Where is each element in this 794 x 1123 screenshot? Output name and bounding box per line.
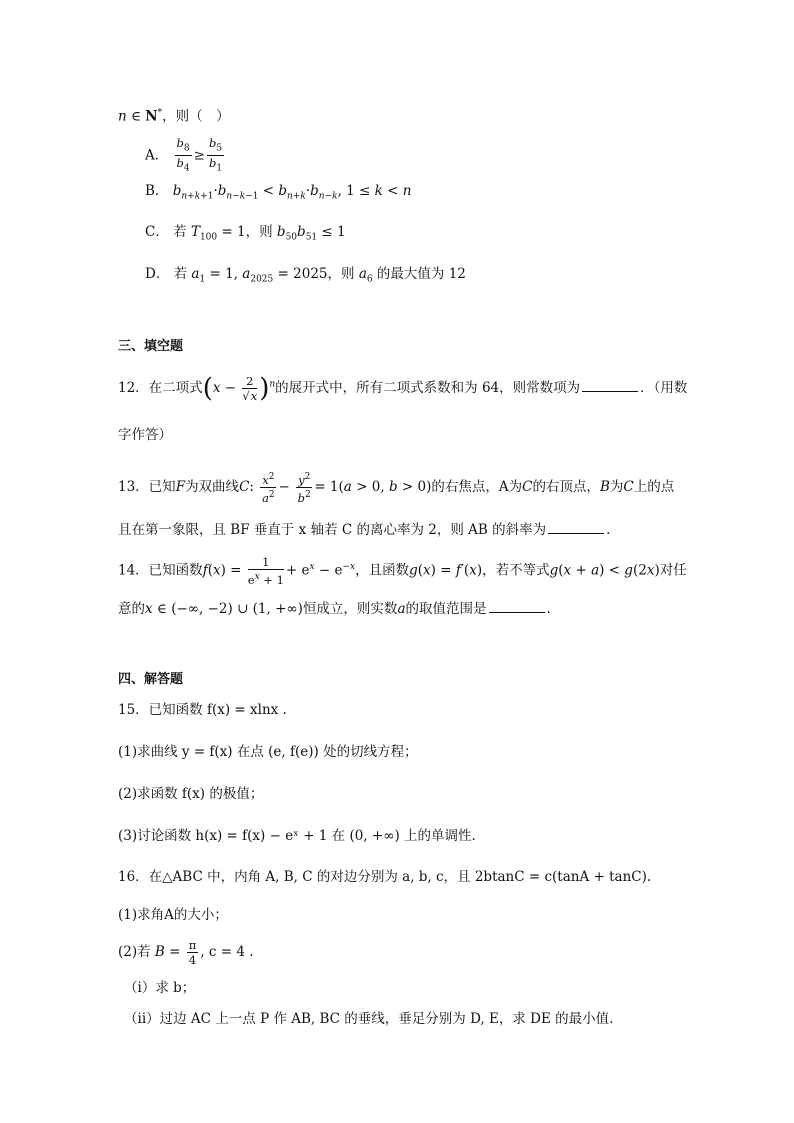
q12-end: ．（用数 [640,380,688,396]
q14-line2-b: 恒成立，则实数 [302,601,398,617]
q13-answer-blank[interactable] [548,521,604,534]
option-b-label: B． [145,183,169,199]
q13-p5: 上的点 [633,478,675,495]
q14-answer-blank[interactable] [489,600,545,613]
q11-option-b: B． $b_{n+k+1}\cdot b_{n-k-1} < b_{n+k}\cdot b_{n-k}$, 1 ≤ k < n [145,183,412,202]
q14-line2-end: . [546,601,551,617]
q13-line2-text: 且在第一象限，且 BF 垂直于 x 轴若 C 的离心率为 2，则 AB 的斜率为 [118,522,547,538]
q15-part3: (3)讨论函数 h(x) = f(x) − eˣ + 1 在 (0, +∞) 上的单调性. [118,828,476,844]
q13-p1: 为双曲线 [185,478,240,495]
section-4-title: 四、解答题 [118,672,184,687]
q11-option-a: A． $\frac{b_8}{b_4}$ ≥ $\frac{b_5}{b_1}$ [145,136,223,174]
q15-part1: (1)求曲线 y = f(x) 在点 (e, f(e)) 处的切线方程； [118,744,418,760]
option-d-label: D． [145,266,170,282]
q13-line2-end: . [606,522,611,538]
q16-part2-a: (2)若 [118,944,151,960]
q16-part2: (2)若 B = $\frac{\pi}{4}$ , c = 4 . [118,938,254,967]
option-a-label: A． [145,147,169,164]
q16-stem: 16．在△ABC 中，内角 A, B, C 的对边分别为 a, b, c，且 2btanC = c(tanA + tanC). [118,869,652,885]
q14-line2: 意的x ∈ (−∞, −2) ∪ (1, +∞)恒成立，则实数a的取值范围是 . [118,601,551,617]
q12-mid: 的展开式中，所有二项式系数和为 64，则常数项为 [275,380,581,396]
q13-p4: 为 [609,478,624,495]
q14-line2-a: 意的 [118,601,145,617]
q13-number: 13．已知 [118,478,176,495]
q13-line1: 13．已知F为双曲线C: $\frac{x^2}{a^2}$ − $\frac{y^2}{b^2}$ = 1(a > 0, b > 0)的右焦点，A为C的右顶点，B为C上的点 [118,472,675,505]
q16-sub1: （i）求 b； [124,980,196,996]
option-c-label: C． [145,224,169,240]
q11-option-c: C． 若 $T_{100} = 1$，则 $b_{50}b_{51} \le 1$ [145,224,346,243]
q14-number: 14．已知函数 [118,562,203,579]
q15-stem: 15．已知函数 f(x) = xlnx . [118,702,287,718]
q11-stem: n ∈ N*，则（ ） [118,108,230,125]
q16-part1: (1)求角A的大小； [118,907,228,923]
q13-p2: 的右焦点，A为 [431,478,523,495]
q16-sub2: （ii）过边 AC 上一点 P 作 AB, BC 的垂线，垂足分别为 D, E，求 DE 的最小值. [124,1011,614,1027]
q12-answer-blank[interactable] [582,379,638,392]
q11-option-d: D． 若 $a_1 = 1$, $a_{2025} = 2025$，则 $a_6$ 的最大值为 12 [145,266,466,285]
q12-line2: 字作答） [118,427,172,443]
q16-part2-b: , c = 4 . [200,944,254,960]
q14-p3: 对任 [659,562,687,579]
q13-p3: 的右顶点， [532,478,600,495]
q13-line2 [118,520,610,540]
q14-line1: 14．已知函数f(x) = $\frac{1}{e^x + 1}$ + $e^x - e^{-x}$，且函数g(x) = f′(x)，若不等式g(x + a) < g(2x)对任 [118,555,687,587]
section-3-title: 三、填空题 [118,339,184,354]
q14-line2-c: 的取值范围是 [405,601,487,617]
q14-p2: ，若不等式 [482,562,550,579]
q12-line1: 12．在二项式(x − $\frac{2}{√x}$ )$^n$的展开式中，所有二项式系数和为 64，则常数项为 ．（用数 [118,373,688,404]
q12-number: 12．在二项式 [118,380,203,396]
q15-part2: (2)求函数 f(x) 的极值； [118,786,264,802]
q14-p1: ，且函数 [355,562,410,579]
